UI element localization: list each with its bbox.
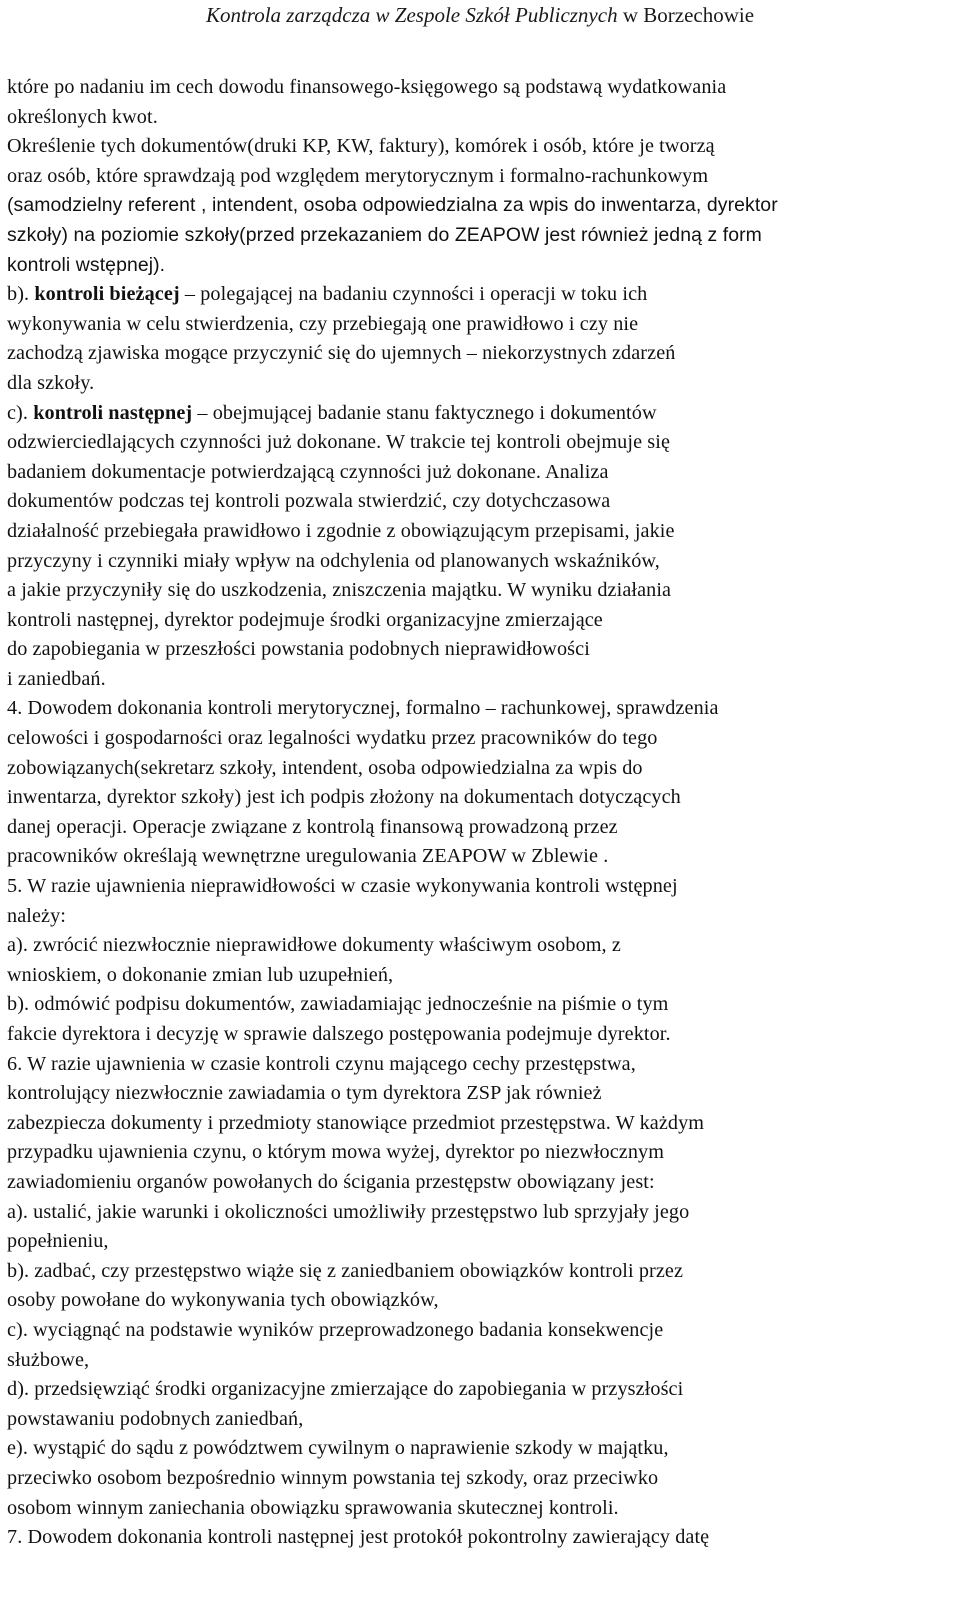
text-line [7,576,937,606]
text-line [7,339,937,369]
text-line [7,1375,937,1405]
text-line [7,1286,937,1316]
line-text: powstawaniu podobnych zaniedbań, [7,1407,304,1430]
line-text: przypadku ujawnienia czynu, o którym mowa wyżej, dyrektor po niezwłocznym [7,1141,665,1164]
line-text: zachodzą zjawiska mogące przyczynić się do ujemnych – niekorzystnych zdarzeń [7,342,676,365]
text-line [7,842,937,872]
line-text: c). [7,401,34,424]
line-text: d). przedsięwziąć środki organizacyjne zmierzające do zapobiegania w przyszłości [7,1378,684,1401]
text-line [7,813,937,843]
line-text: określonych kwot. [7,105,158,128]
line-text: osobom winnym zaniechania obowiązku sprawowania skutecznej kontroli. [7,1496,619,1519]
line-text: inwentarza, dyrektor szkoły) jest ich podpis złożony na dokumentach dotyczących [7,786,681,809]
text-line [7,1198,937,1228]
line-text: b). zadbać, czy przestępstwo wiąże się z zaniedbaniem obowiązków kontroli przez [7,1259,684,1282]
line-text: należy: [7,904,66,927]
line-text: 4. Dowodem dokonania kontroli merytorycznej, formalno – rachunkowej, sprawdzenia [7,697,719,720]
text-line [7,872,937,902]
text-line [7,73,937,103]
line-text: zawiadomieniu organów powołanych do ścigania przestępstw obowiązany jest: [7,1170,655,1193]
line-text: 7. Dowodem dokonania kontroli następnej jest protokół pokontrolny zawierający datę [7,1526,710,1549]
line-text: wnioskiem, o dokonanie zmian lub uzupełnień, [7,963,394,986]
text-line [7,724,937,754]
line-text: działalność przebiegała prawidłowo i zgodnie z obowiązującym przepisami, jakie [7,519,675,542]
text-line [7,1316,937,1346]
text-line [7,1494,937,1524]
text-line [7,1138,937,1168]
line-text: 5. W razie ujawnienia nieprawidłowości w czasie wykonywania kontroli wstępnej [7,875,678,898]
text-line [7,1227,937,1257]
text-line [7,428,937,458]
line-text: kontroli następnej, dyrektor podejmuje środki organizacyjne zmierzające [7,608,603,631]
line-text: przeciwko osobom bezpośrednio winnym powstania tej szkody, oraz przeciwko [7,1466,659,1489]
document-body [7,73,937,1553]
line-text: (samodzielny referent , intendent, osoba odpowiedzialna za wpis do inwentarza, dyrektor [7,194,778,217]
line-text: fakcie dyrektora i decyzję w sprawie dalszego postępowania podejmuje dyrektor. [7,1023,671,1045]
line-text: kontroli wstępnej). [7,253,166,276]
text-line [7,487,937,517]
text-line [7,1079,937,1109]
line-text: pracowników określają wewnętrzne uregulowania ZEAPOW w Zblewie . [7,845,609,868]
line-text: b). odmówić podpisu dokumentów, zawiadamiając jednocześnie na piśmie o tym [7,993,669,1016]
text-line [7,1257,937,1287]
text-line [7,458,937,488]
text-line [7,132,937,162]
text-line [7,547,937,577]
text-line [7,251,937,281]
line-text: do zapobiegania w przeszłości powstania podobnych nieprawidłowości [7,638,590,661]
line-text: a jakie przyczyniły się do uszkodzenia, zniszczenia majątku. W wyniku działania [7,579,672,602]
text-line [7,1109,937,1139]
running-header [0,2,960,28]
text-line [7,665,937,695]
line-text: zobowiązanych(sekretarz szkoły, intendent, osoba odpowiedzialna za wpis do [7,756,643,779]
line-text: osoby powołane do wykonywania tych obowiązków, [7,1289,439,1312]
text-line [7,635,937,665]
text-line [7,990,937,1020]
line-text: b). [7,283,35,306]
text-line [7,280,937,310]
bold-term: kontroli bieżącej [34,283,180,306]
line-text: Określenie tych dokumentów(druki KP, KW, faktury), komórek i osób, które je tworzą [7,135,715,158]
text-line [7,1346,937,1376]
line-text: wykonywania w celu stwierdzenia, czy przebiegają one prawidłowo i czy nie [7,312,639,335]
text-line [7,517,937,547]
text-line [7,1405,937,1435]
text-line [7,369,937,399]
line-text: celowości i gospodarności oraz legalności wydatku przez pracowników do tego [7,727,658,750]
bold-term: kontroli następnej [33,401,193,424]
line-text: które po nadaniu im cech dowodu finansowego-księgowego są podstawą wydatkowania [7,76,727,98]
line-text: kontrolujący niezwłocznie zawiadamia o tym dyrektora ZSP jak również [7,1082,602,1105]
text-line [7,1464,937,1494]
line-text: przyczyny i czynniki miały wpływ na odchylenia od planowanych wskaźników, [7,549,660,572]
text-line [7,1434,937,1464]
text-line [7,902,937,932]
text-line [7,606,937,636]
text-line [7,103,937,133]
text-line [7,191,937,221]
text-line [7,754,937,784]
text-line [7,1523,937,1553]
line-text: dla szkoły. [7,371,95,394]
line-text: i zaniedbań. [7,667,106,690]
header-title: Kontrola zarządcza w Zespole Szkół Publicznych [205,3,618,27]
text-line [7,931,937,961]
text-line [7,221,937,251]
line-text: – polegającej na badaniu czynności i operacji w toku ich [179,283,648,306]
line-text: popełnieniu, [7,1230,109,1253]
line-text: c). wyciągnąć na podstawie wyników przeprowadzonego badania konsekwencje [7,1318,664,1341]
line-text: szkoły) na poziomie szkoły(przed przekazaniem do ZEAPOW jest również jedną z form [7,223,762,246]
line-text: a). ustalić, jakie warunki i okoliczności umożliwiły przestępstwo lub sprzyjały jego [7,1200,690,1223]
text-line [7,961,937,991]
text-line [7,310,937,340]
text-line [7,1168,937,1198]
line-text: 6. W razie ujawnienia w czasie kontroli czynu mającego cechy przestępstwa, [7,1052,636,1075]
line-text: odzwierciedlających czynności już dokonane. W trakcie tej kontroli obejmuje się [7,431,671,454]
text-line [7,1050,937,1080]
line-text: e). wystąpić do sądu z powództwem cywilnym o naprawienie szkody w majątku, [7,1437,669,1460]
line-text: – obejmującej badanie stanu faktycznego i dokumentów [192,401,657,424]
line-text: służbowe, [7,1348,90,1371]
line-text: oraz osób, które sprawdzają pod względem merytorycznym i formalno-rachunkowym [7,164,709,187]
line-text: badaniem dokumentacje potwierdzającą czynności już dokonane. Analiza [7,460,609,483]
header-location: w Borzechowie [617,3,755,27]
line-text: dokumentów podczas tej kontroli pozwala stwierdzić, czy dotychczasowa [7,490,611,513]
line-text: danej operacji. Operacje związane z kontrolą finansową prowadzoną przez [7,815,618,838]
line-text: a). zwrócić niezwłocznie nieprawidłowe dokumenty właściwym osobom, z [7,934,621,957]
line-text: zabezpiecza dokumenty i przedmioty stanowiące przedmiot przestępstwa. W każdym [7,1111,705,1134]
text-line [7,694,937,724]
text-line [7,783,937,813]
text-line [7,162,937,192]
text-line [7,1020,937,1050]
text-line [7,399,937,429]
